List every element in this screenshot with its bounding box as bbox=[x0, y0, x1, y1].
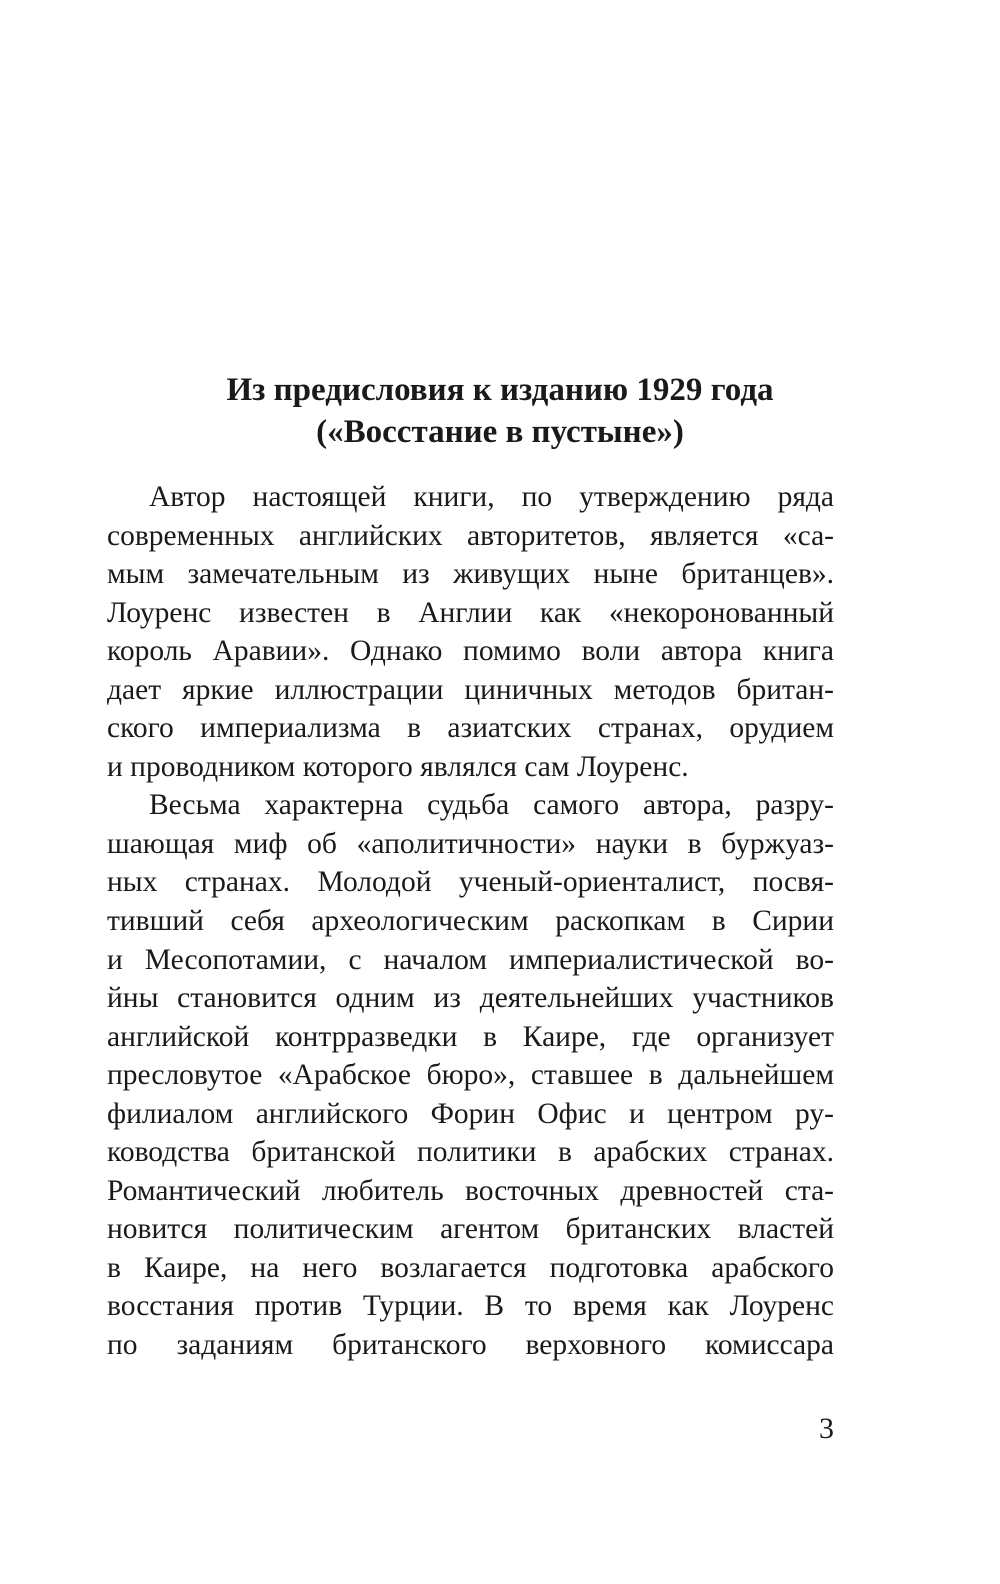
paragraph-line: филиалом английского Форин Офис и центром ру- bbox=[107, 1097, 834, 1130]
paragraph-line: пресловутое «Арабское бюро», ставшее в дальнейшем bbox=[107, 1059, 834, 1092]
body-text bbox=[107, 478, 834, 1365]
paragraph-line: Романтический любитель восточных древностей ста- bbox=[107, 1174, 834, 1207]
paragraph-line: ского империализма в азиатских странах, орудием bbox=[107, 712, 834, 745]
paragraph-line: ных странах. Молодой ученый-ориенталист, посвя- bbox=[107, 866, 834, 899]
paragraph-line: Весьма характерна судьба самого автора, разру- bbox=[149, 789, 834, 822]
paragraph-line: современных английских авторитетов, является «са- bbox=[107, 519, 834, 552]
paragraph-line: Автор настоящей книги, по утверждению ряда bbox=[149, 481, 834, 513]
paragraph-line: тивший себя археологическим раскопкам в Сирии bbox=[107, 905, 834, 938]
paragraph-line: король Аравии». Однако помимо воли автора книга bbox=[107, 635, 834, 668]
paragraph-line: новится политическим агентом британских властей bbox=[107, 1213, 834, 1246]
paragraph-line: и Месопотамии, с началом империалистической во- bbox=[107, 943, 834, 976]
paragraph-line: восстания против Турции. В то время как Лоуренс bbox=[107, 1290, 834, 1323]
paragraph-line: дает яркие иллюстрации циничных методов британ- bbox=[107, 673, 834, 706]
chapter-title-line-1: Из предисловия к изданию 1929 года bbox=[226, 372, 774, 408]
paragraph-line: йны становится одним из деятельнейших участников bbox=[107, 982, 834, 1015]
page-number: 3 bbox=[819, 1412, 834, 1445]
paragraph-line: Лоуренс известен в Англии как «некоронованный bbox=[107, 596, 834, 629]
paragraph-line: ководства британской политики в арабских странах. bbox=[107, 1136, 834, 1169]
paragraph-line: в Каире, на него возлагается подготовка арабского bbox=[107, 1251, 834, 1284]
paragraph-line: английской контрразведки в Каире, где организует bbox=[107, 1020, 834, 1053]
paragraph-line: шающая миф об «аполитичности» науки в буржуаз- bbox=[107, 827, 834, 860]
paragraph-line: мым замечательным из живущих ныне британцев». bbox=[107, 558, 834, 591]
paragraph-line: и проводником которого являлся сам Лоуренс. bbox=[107, 750, 689, 783]
paragraph-line: по заданиям британского верховного комиссара bbox=[107, 1329, 834, 1362]
chapter-title-line-2: («Восстание в пустыне») bbox=[316, 414, 684, 450]
